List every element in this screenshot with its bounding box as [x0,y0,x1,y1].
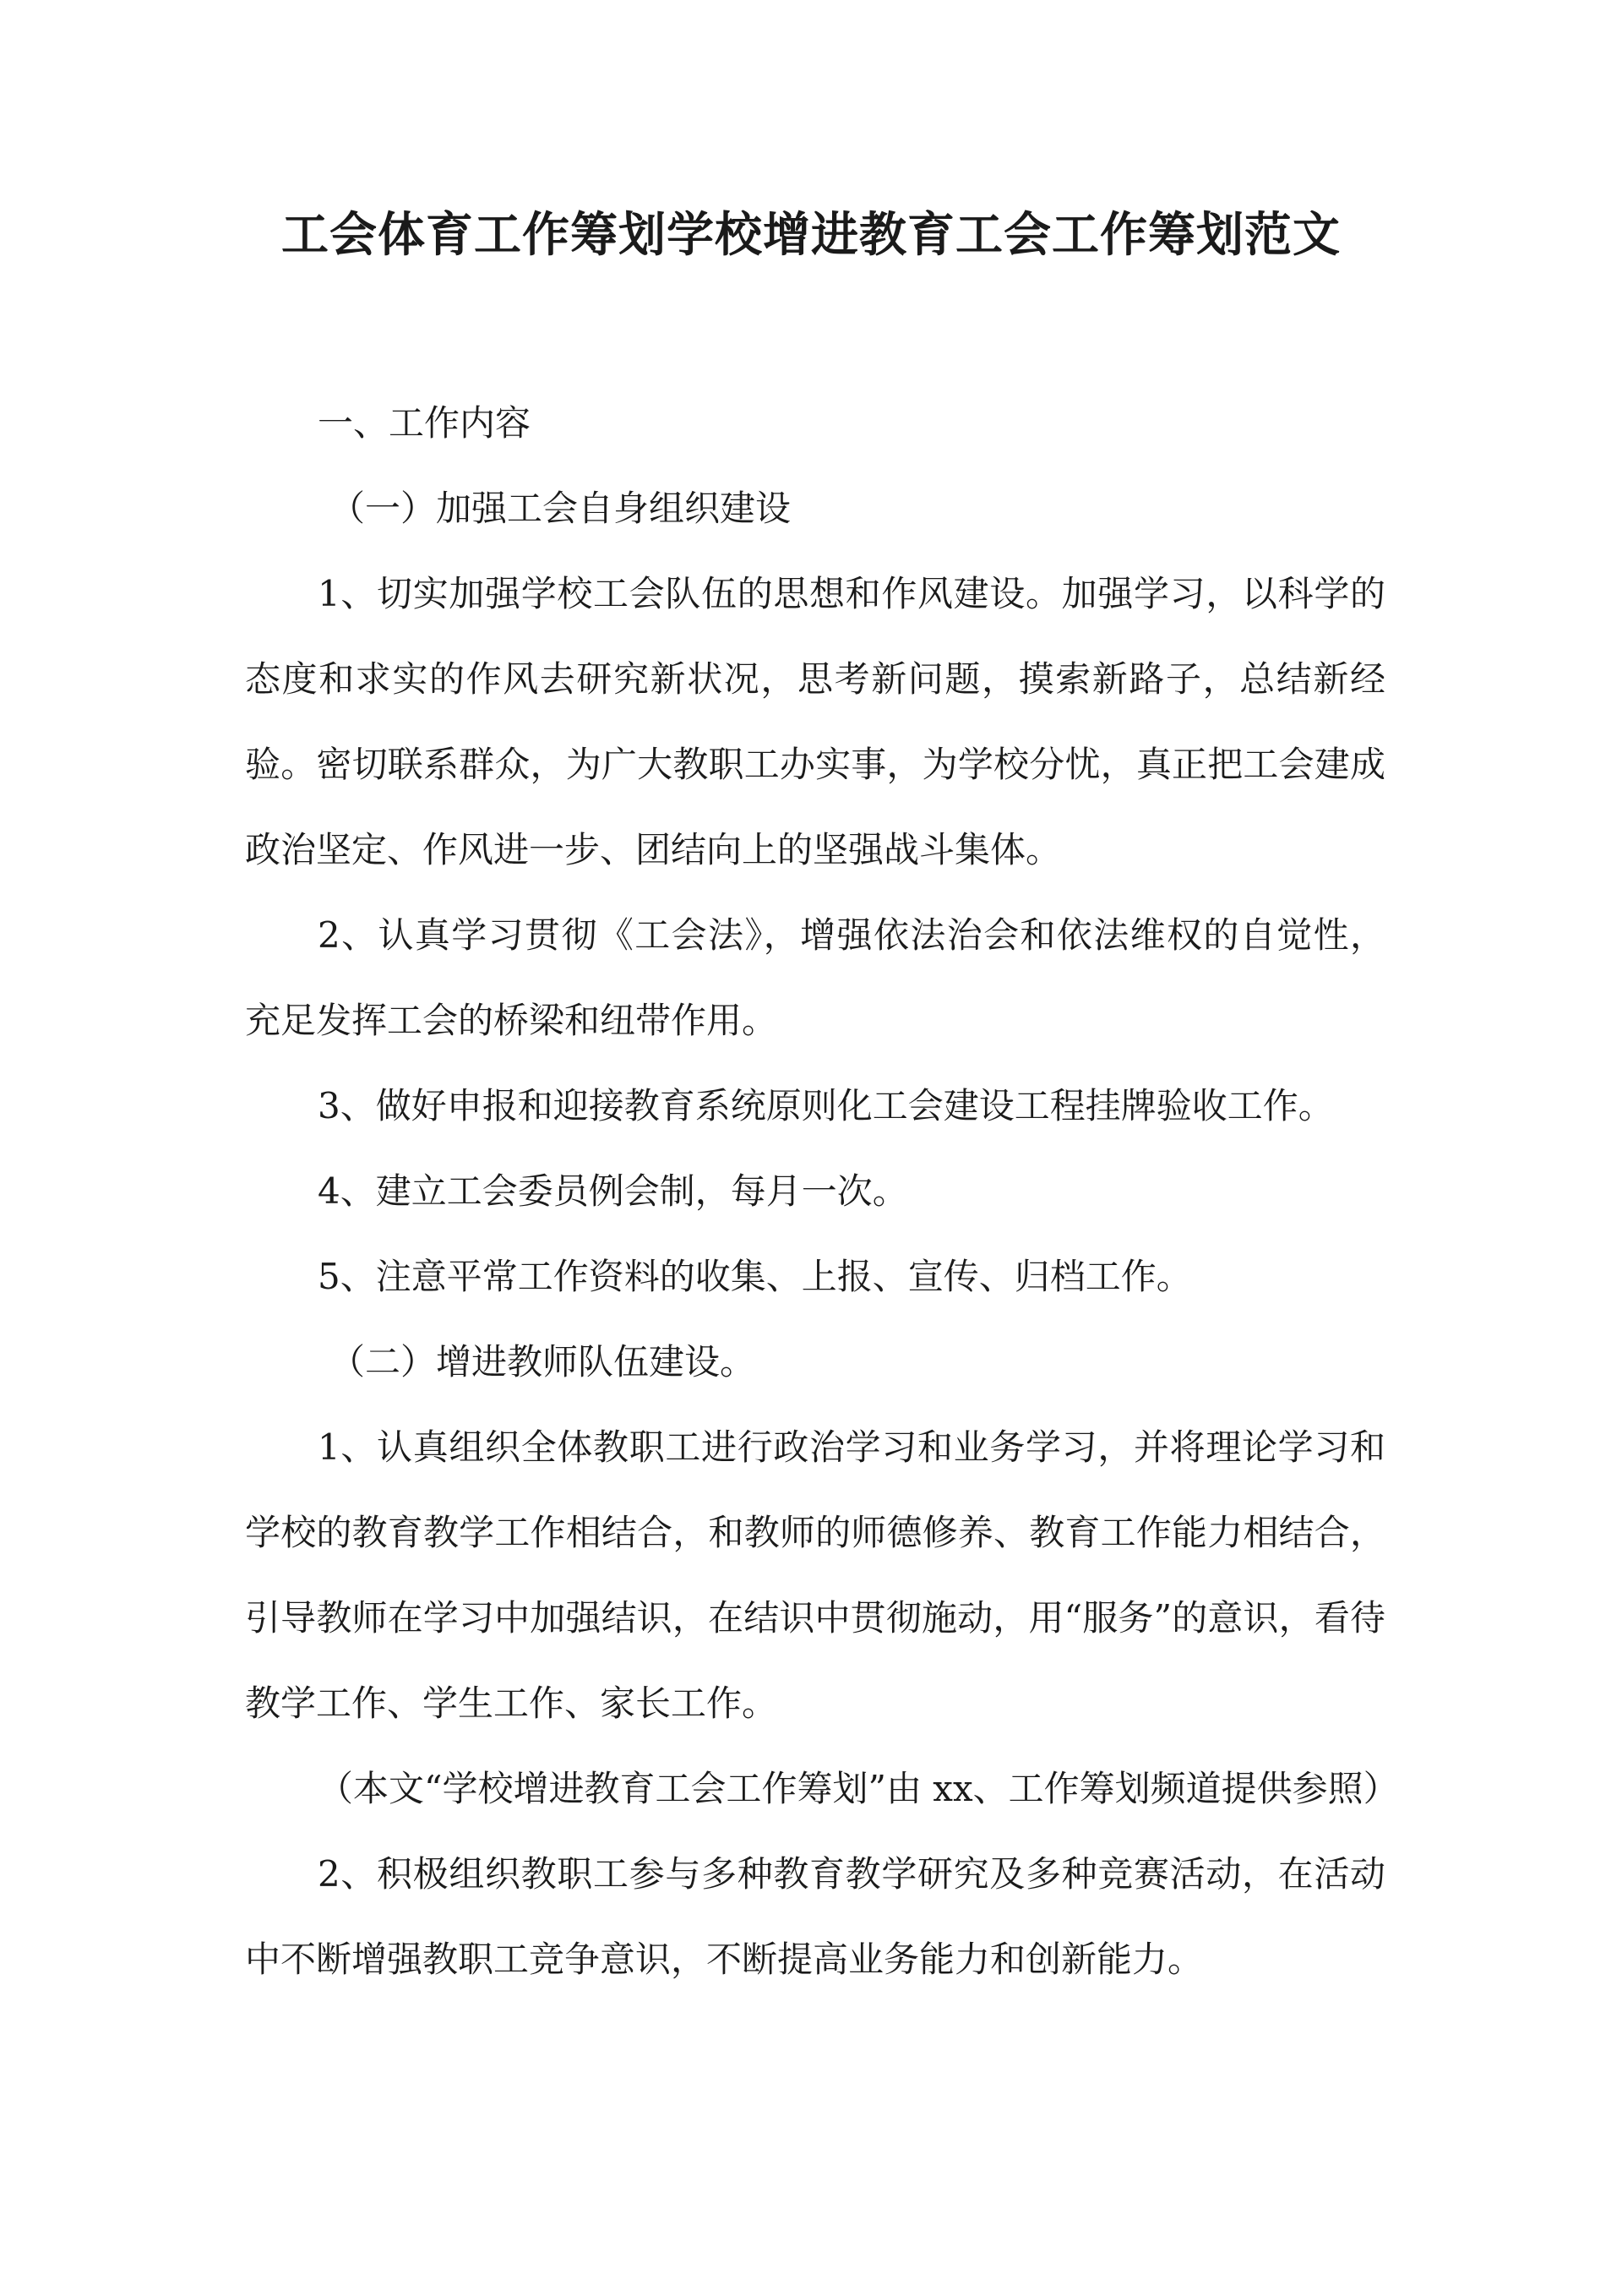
section-heading-work-content: 一、工作内容 [318,402,531,444]
paragraph-4-monthly-meeting: 4、建立工会委员例会制，每月一次。 [318,1170,908,1212]
subsection-heading-union-organization: （一）加强工会自身组织建设 [329,488,792,529]
paragraph-teacher-study: 1、认真组织全体教职工进行政治学习和业务学习，并将理论学习和学校的教育教学工作相结合，和教师的师德修养、教育工作能力相结合，引导教师在学习中加强结识，在结识中贯彻施动，用“服务”的意识，看待教学工作、学生工作、家长工作。 [245,1426,1385,1724]
document-title: 工会体育工作筹划学校增进教育工会工作筹划范文 [281,207,1341,263]
paragraph-3-standardization: 3、做好申报和迎接教育系统原则化工会建设工程挂牌验收工作。 [318,1085,1334,1126]
paragraph-source-note: （本文“学校增进教育工会工作筹划”由 xx、工作筹划频道提供参照） [318,1768,1399,1809]
paragraph-competition-activities: 2、积极组织教职工参与多种教育教学研究及多种竞赛活动，在活动中不断增强教职工竞争意识，不断提高业务能力和创新能力。 [245,1853,1385,1980]
subsection-heading-teacher-team: （二）增进教师队伍建设。 [329,1341,756,1383]
paragraph-2-union-law: 2、认真学习贯彻《工会法》，增强依法治会和依法维权的自觉性，充足发挥工会的桥梁和纽带作用。 [245,914,1385,1041]
paragraph-1-team-building: 1、切实加强学校工会队伍的思想和作风建设。加强学习，以科学的态度和求实的作风去研究新状况，思考新问题，摸索新路子，总结新经验。密切联系群众，为广大教职工办实事，为学校分忧，真正把工会建成政治坚定、作风进一步、团结向上的坚强战斗集体。 [245,573,1385,870]
document-body [245,380,1399,2002]
paragraph-5-archive-work: 5、注意平常工作资料的收集、上报、宣传、归档工作。 [318,1256,1192,1297]
